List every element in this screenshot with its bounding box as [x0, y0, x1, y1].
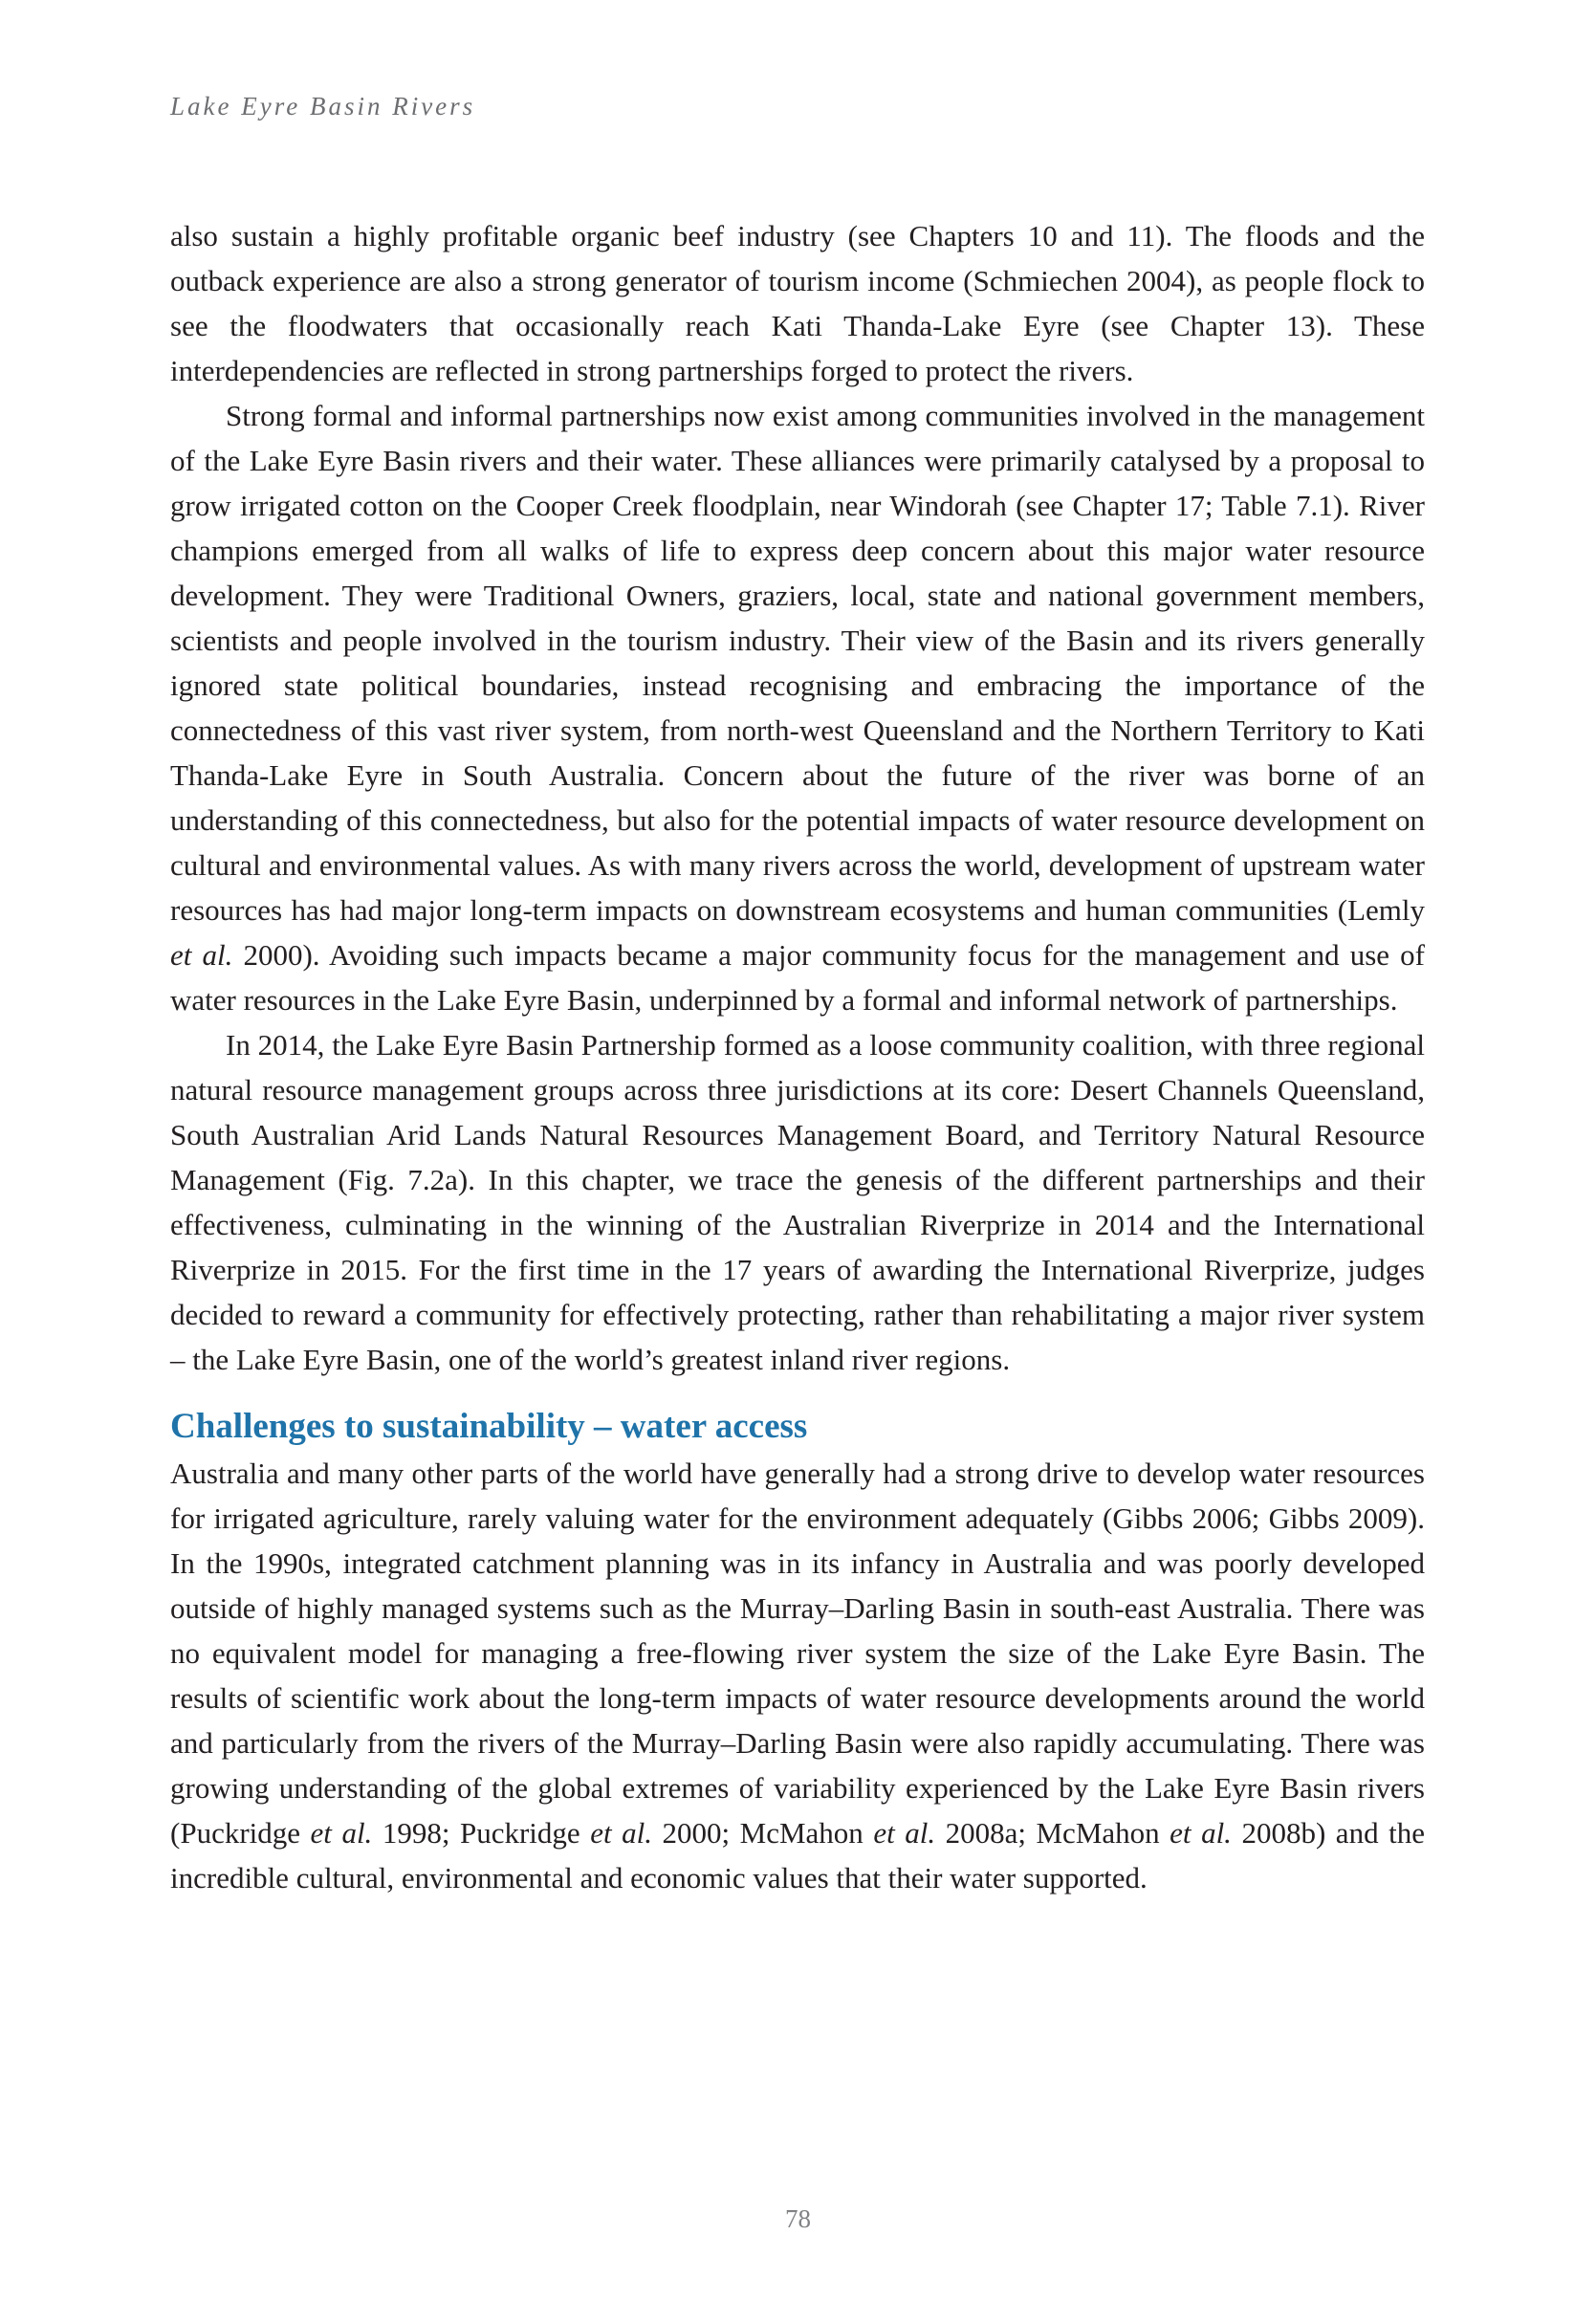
italic-run: et al.: [170, 938, 233, 972]
text-run: also sustain a highly profitable organic beef industry (see Chapters 10 and 11). The floods and the outback experience are also a strong generator of tourism income (Schmiechen 2004), as people flock to see the floodwaters that occasionally reach Kati Thanda-Lake Eyre (see Chapter 13). These interdependencies are reflected in strong partnerships forged to protect the rivers.: [170, 219, 1425, 387]
paragraph-partnerships: [170, 393, 1425, 1022]
text-run: Strong formal and informal partnerships now exist among communities involved in the management of the Lake Eyre Basin rivers and their water. These alliances were primarily catalysed by a proposal to grow irrigated cotton on the Cooper Creek floodplain, near Windorah (see Chapter 17; Table 7.1). River champions emerged from all walks of life to express deep concern about this major water resource development. They were Traditional Owners, graziers, local, state and national government members, scientists and people involved in the tourism industry. Their view of the Basin and its rivers generally ignored state political boundaries, instead recognising and embracing the importance of the connectedness of this vast river system, from north-west Queensland and the Northern Territory to Kati Thanda-Lake Eyre in South Australia. Concern about the future of the river was borne of an understanding of this connectedness, but also for the potential impacts of water resource development on cultural and environmental values. As with many rivers across the world, development of upstream water resources has had major long-term impacts on downstream ecosystems and human communities (Lemly: [170, 399, 1425, 927]
text-run: 1998; Puckridge: [372, 1816, 591, 1850]
text-run: 2000). Avoiding such impacts became a major community focus for the management and use of water resources in the Lake Eyre Basin, underpinned by a formal and informal network of partnerships.: [170, 938, 1425, 1017]
text-run: 2008a; McMahon: [935, 1816, 1170, 1850]
italic-run: et al.: [1170, 1816, 1232, 1850]
paragraph-water-access: [170, 1451, 1425, 1900]
italic-run: et al.: [873, 1816, 936, 1850]
paragraph-riverprize: [170, 1022, 1425, 1382]
page-number: 78: [785, 2204, 811, 2233]
text-run: 2008b) and the incredible cultural, environmental and economic values that their water supported.: [170, 1816, 1425, 1895]
text-run: Australia and many other parts of the world have generally had a strong drive to develop water resources for irrigated agriculture, rarely valuing water for the environment adequately (Gibbs 2006; Gibbs 2009). In the 1990s, integrated catchment planning was in its infancy in Australia and was poorly developed outside of highly managed systems such as the Murray–Darling Basin in south-east Australia. There was no equivalent model for managing a free-flowing river system the size of the Lake Eyre Basin. The results of scientific work about the long-term impacts of water resource developments around the world and particularly from the rivers of the Murray–Darling Basin were also rapidly accumulating. There was growing understanding of the global extremes of variability experienced by the Lake Eyre Basin rivers (Puckridge: [170, 1457, 1425, 1850]
italic-run: et al.: [310, 1816, 373, 1850]
body-text: [170, 213, 1425, 1900]
running-head: Lake Eyre Basin Rivers: [170, 92, 476, 120]
italic-run: et al.: [590, 1816, 652, 1850]
text-run: 2000; McMahon: [651, 1816, 874, 1850]
text-run: In 2014, the Lake Eyre Basin Partnership formed as a loose community coalition, with three regional natural resource management groups across three jurisdictions at its core: Desert Channels Queensland, South Australian Arid Lands Natural Resources Management Board, and Territory Natural Resource Management (Fig. 7.2a). In this chapter, we trace the genesis of the different partnerships and their effectiveness, culminating in the winning of the Australian Riverprize in 2014 and the International Riverprize in 2015. For the first time in the 17 years of awarding the International Riverprize, judges decided to reward a community for effectively protecting, rather than rehabilitating a major river system – the Lake Eyre Basin, one of the world’s greatest inland river regions.: [170, 1028, 1425, 1376]
paragraph-intro: [170, 213, 1425, 393]
section-heading: Challenges to sustainability – water access: [170, 1407, 808, 1446]
